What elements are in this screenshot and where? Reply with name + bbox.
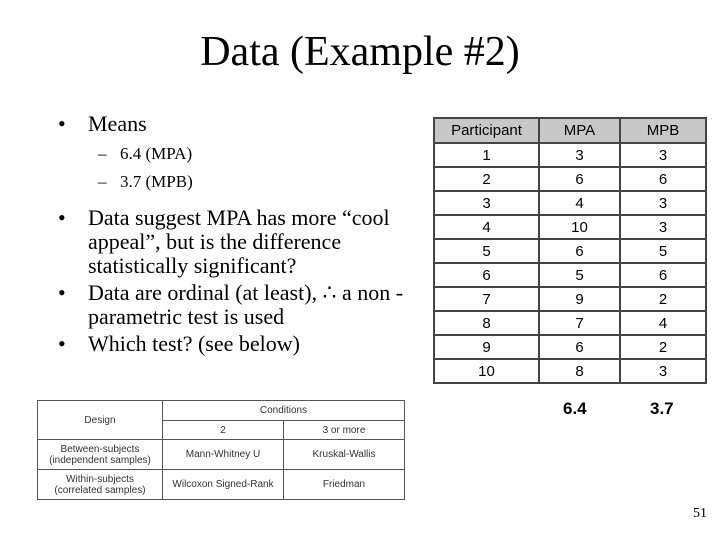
bullet-dot: • — [58, 111, 66, 136]
participant-cell: 8 — [434, 311, 539, 335]
bullet-text: Data are ordinal (at least), ∴ a non -parametric test is used — [88, 280, 404, 329]
mpa-cell: 3 — [539, 143, 620, 167]
header-mpa: MPA — [539, 118, 620, 143]
header-participant: Participant — [434, 118, 539, 143]
bullet-dot: • — [58, 280, 66, 305]
bullet-text: Means — [88, 111, 147, 136]
mpb-cell: 3 — [620, 143, 706, 167]
bullet-means — [56, 112, 436, 136]
table-row — [434, 311, 706, 335]
table-row — [434, 239, 706, 263]
mpb-cell: 3 — [620, 359, 706, 383]
mpa-cell: 10 — [539, 215, 620, 239]
header-design: Design — [38, 401, 163, 440]
mean-mpb: 3.7 — [650, 399, 674, 418]
table-row — [434, 191, 706, 215]
participant-cell: 3 — [434, 191, 539, 215]
table-header-row — [38, 401, 405, 421]
mpa-cell: 9 — [539, 287, 620, 311]
header-two-conditions: 2 — [163, 421, 284, 440]
table-row — [434, 287, 706, 311]
bullet-dot: • — [58, 205, 66, 230]
bullet-text: Which test? (see below) — [88, 331, 300, 356]
design-cell — [38, 470, 163, 500]
table-row — [38, 470, 405, 500]
design-cell — [38, 440, 163, 470]
sub-bullet-dash: – — [98, 172, 107, 191]
design-line: Within-subjects — [66, 473, 134, 485]
header-conditions: Conditions — [163, 401, 405, 421]
slide-title: Data (Example #2) — [200, 29, 520, 75]
mpa-cell: 6 — [539, 239, 620, 263]
participant-cell: 7 — [434, 287, 539, 311]
mpb-cell: 3 — [620, 215, 706, 239]
bullet-text: Data suggest MPA has more “cool appeal”, but is the difference statistically significant? — [88, 205, 390, 278]
participant-cell: 10 — [434, 359, 539, 383]
table-header-row — [434, 118, 706, 143]
table-row — [434, 143, 706, 167]
mpa-cell: 7 — [539, 311, 620, 335]
mpa-cell: 4 — [539, 191, 620, 215]
participant-cell: 6 — [434, 263, 539, 287]
test-cell: Mann-Whitney U — [163, 440, 284, 470]
bullet-data-ordinal — [56, 281, 436, 329]
participant-cell: 5 — [434, 239, 539, 263]
sub-bullet-mpb — [56, 172, 436, 192]
bullet-dot: • — [58, 331, 66, 356]
mpb-cell: 6 — [620, 167, 706, 191]
sub-bullet-dash: – — [98, 144, 107, 163]
design-line: (independent samples) — [49, 454, 151, 466]
test-cell: Kruskal-Wallis — [284, 440, 405, 470]
header-mpb: MPB — [620, 118, 706, 143]
bullet-which-test — [56, 332, 436, 356]
table-row — [434, 335, 706, 359]
table-row — [434, 167, 706, 191]
bullet-list — [56, 112, 436, 356]
mpb-cell: 4 — [620, 311, 706, 335]
table-row — [434, 263, 706, 287]
mpa-cell: 6 — [539, 335, 620, 359]
participant-cell: 9 — [434, 335, 539, 359]
design-line: Between-subjects — [60, 443, 140, 455]
mpb-cell: 5 — [620, 239, 706, 263]
table-row — [434, 359, 706, 383]
sub-bullet-mpa — [56, 144, 436, 164]
mpb-cell: 6 — [620, 263, 706, 287]
participant-cell: 4 — [434, 215, 539, 239]
mpb-cell: 2 — [620, 287, 706, 311]
test-selection-table — [37, 400, 405, 500]
sub-bullet-text: 6.4 (MPA) — [120, 144, 193, 163]
mpa-cell: 8 — [539, 359, 620, 383]
header-three-or-more: 3 or more — [284, 421, 405, 440]
participant-data-table — [433, 117, 707, 384]
mean-mpa: 6.4 — [563, 399, 587, 418]
participant-cell: 1 — [434, 143, 539, 167]
design-line: (correlated samples) — [54, 484, 146, 496]
sub-bullet-text: 3.7 (MPB) — [120, 172, 193, 191]
table-row — [38, 440, 405, 470]
table-body — [434, 143, 706, 383]
mpa-cell: 5 — [539, 263, 620, 287]
mpb-cell: 3 — [620, 191, 706, 215]
table-row — [434, 215, 706, 239]
bullet-data-suggest — [56, 206, 436, 278]
mpa-cell: 6 — [539, 167, 620, 191]
test-cell: Wilcoxon Signed-Rank — [163, 470, 284, 500]
page-number: 51 — [693, 506, 707, 521]
participant-cell: 2 — [434, 167, 539, 191]
test-cell: Friedman — [284, 470, 405, 500]
mpb-cell: 2 — [620, 335, 706, 359]
